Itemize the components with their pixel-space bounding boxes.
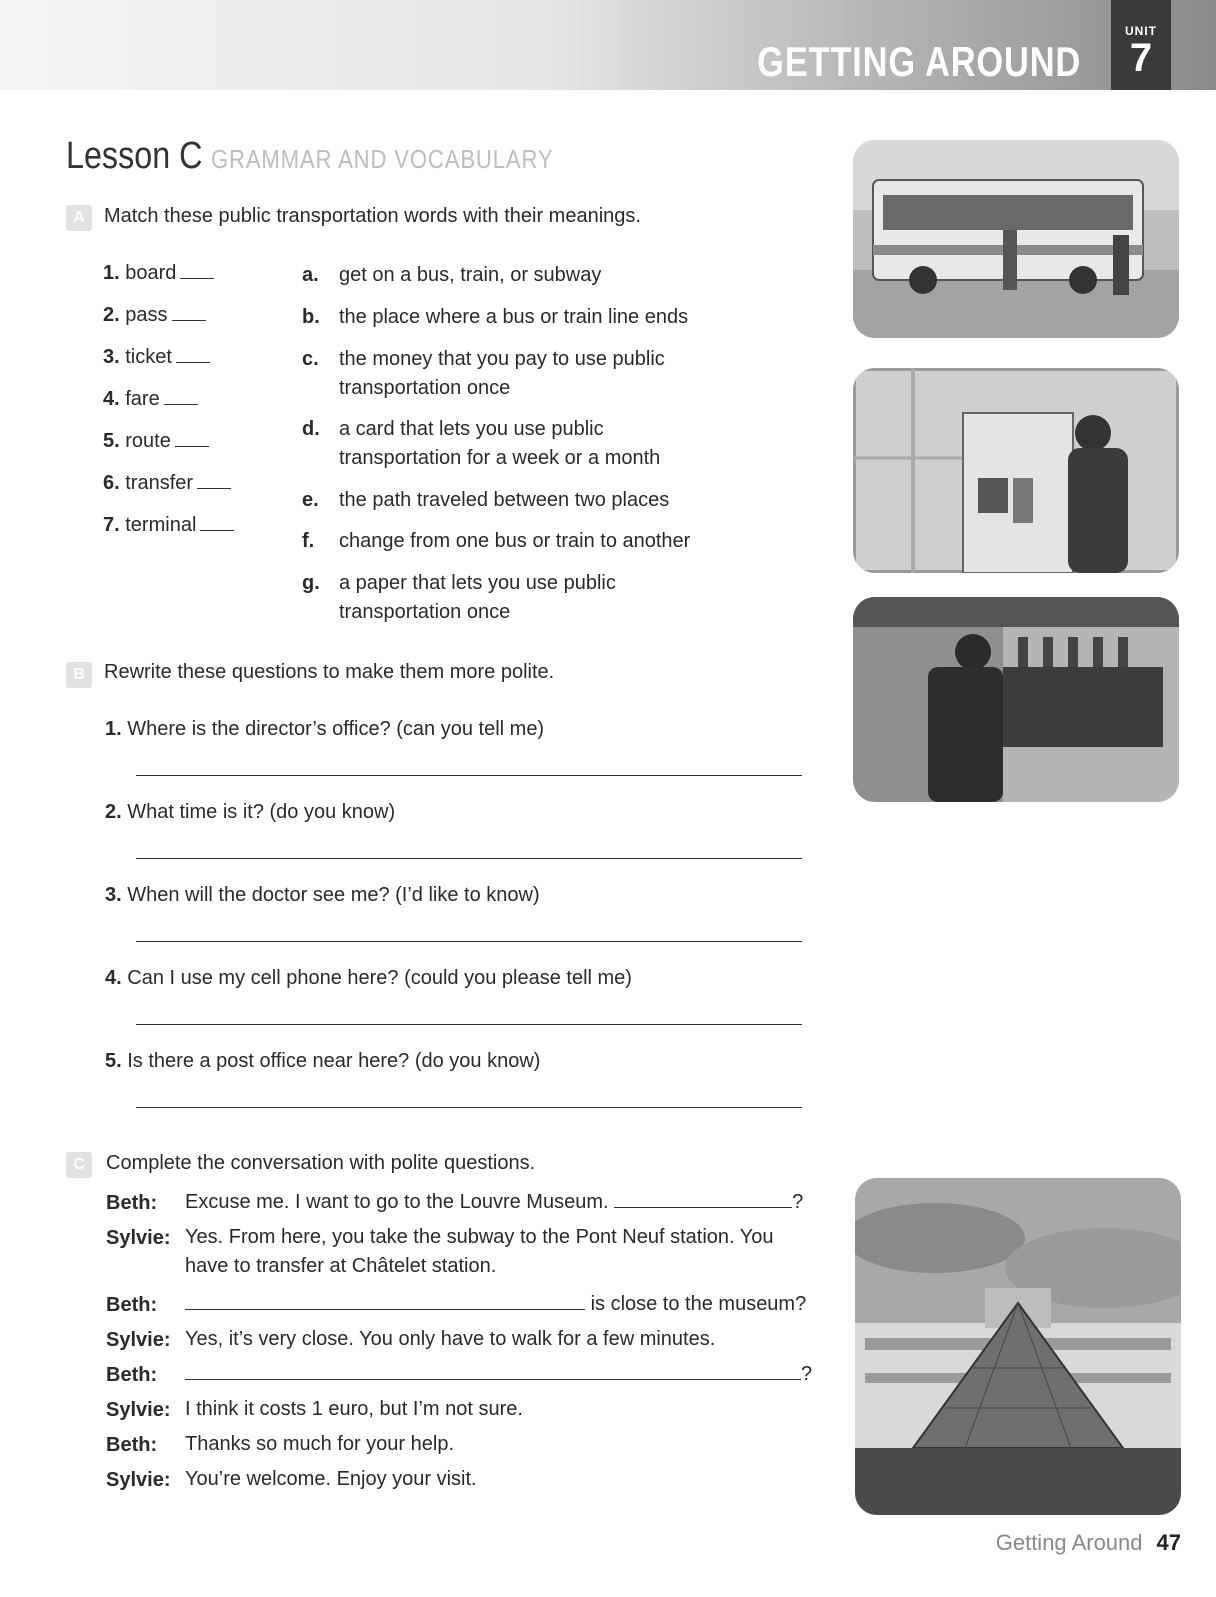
dialogue-line: Excuse me. I want to go to the Louvre Museum. ? [185,1191,804,1213]
meaning-item: e. [302,489,319,511]
footer-title: Getting Around [995,1530,1143,1555]
unit-label: UNIT [1125,24,1157,38]
word-item: 5. route [103,427,209,456]
answer-blank[interactable] [180,260,214,279]
meaning-item: c. [302,348,319,370]
answer-blank[interactable] [200,512,234,531]
page-header [0,0,1216,90]
section-c-instruction: Complete the conversation with polite questions. [106,1152,536,1174]
word-item: 7. terminal [103,511,234,540]
meaning-text: a card that lets you use public transportation for a week or a month [339,418,661,469]
speaker-label: Sylvie: [106,1469,171,1491]
meaning-item: b. [302,306,320,328]
answer-line[interactable] [136,941,802,942]
ticket-machine-photo [853,368,1179,573]
dialogue-line: I think it costs 1 euro, but I’m not sure. [185,1398,523,1420]
word-item: 1. board [103,259,214,288]
answer-blank[interactable] [197,470,231,489]
question-item: 5. Is there a post office near here? (do you know) [105,1050,541,1072]
word-item: 2. pass [103,301,206,330]
dialogue-line: ? [185,1360,812,1389]
dialogue-line: Yes, it’s very close. You only have to walk for a few minutes. [185,1328,716,1350]
section-b-badge: B [66,662,92,688]
louvre-photo [855,1178,1181,1515]
unit-title: GETTING AROUND [757,38,1081,85]
dialogue-blank[interactable] [185,1361,801,1380]
dialogue-blank[interactable] [185,1291,585,1310]
question-item: 3. When will the doctor see me? (I’d like to know) [105,884,540,906]
subway-turnstile-photo [853,597,1179,802]
section-c-badge: C [66,1152,92,1178]
answer-blank[interactable] [164,386,198,405]
meaning-text: get on a bus, train, or subway [339,264,602,286]
unit-box [1111,0,1171,90]
meaning-item: a. [302,264,319,286]
word-item: 6. transfer [103,469,231,498]
meaning-text: a paper that lets you use public transportation once [339,572,616,623]
dialogue-blank[interactable] [614,1189,792,1208]
meaning-text: the path traveled between two places [339,489,670,511]
word-item: 3. ticket [103,343,210,372]
speaker-label: Beth: [106,1294,158,1316]
answer-blank[interactable] [175,428,209,447]
lesson-heading [66,135,553,178]
speaker-label: Beth: [106,1434,158,1456]
question-item: 4. Can I use my cell phone here? (could you please tell me) [105,967,632,989]
page-number: 47 [1156,1530,1181,1555]
answer-line[interactable] [136,775,802,776]
meaning-text: the place where a bus or train line ends [339,306,689,328]
speaker-label: Beth: [106,1192,158,1214]
section-b-instruction: Rewrite these questions to make them more polite. [104,661,555,683]
speaker-label: Sylvie: [106,1227,171,1249]
dialogue-line: You’re welcome. Enjoy your visit. [185,1468,477,1490]
dialogue-line: Yes. From here, you take the subway to the Pont Neuf station. You have to transfer at Châtelet station. [185,1226,774,1277]
answer-blank[interactable] [172,302,206,321]
meaning-text: the money that you pay to use public transportation once [339,348,665,399]
answer-line[interactable] [136,1024,802,1025]
lesson-subtitle: GRAMMAR AND VOCABULARY [210,144,554,174]
question-item: 1. Where is the director’s office? (can you tell me) [105,718,545,740]
dialogue-line: is close to the museum? [185,1290,806,1319]
meaning-item: f. [302,530,315,552]
section-a-badge: A [66,205,92,231]
meaning-item: g. [302,572,320,594]
answer-line[interactable] [136,1107,802,1108]
question-item: 2. What time is it? (do you know) [105,801,396,823]
lesson-title: Lesson C [66,135,203,177]
unit-number: 7 [1129,36,1153,80]
answer-blank[interactable] [176,344,210,363]
meaning-item: d. [302,418,320,440]
word-item: 4. fare [103,385,198,414]
speaker-label: Beth: [106,1364,158,1386]
dialogue-line: Thanks so much for your help. [185,1433,455,1455]
answer-line[interactable] [136,858,802,859]
section-a-instruction: Match these public transportation words with their meanings. [104,205,641,227]
bus-photo [853,140,1179,338]
meaning-text: change from one bus or train to another [339,530,691,552]
speaker-label: Sylvie: [106,1399,171,1421]
page-footer [996,1530,1181,1556]
speaker-label: Sylvie: [106,1329,171,1351]
